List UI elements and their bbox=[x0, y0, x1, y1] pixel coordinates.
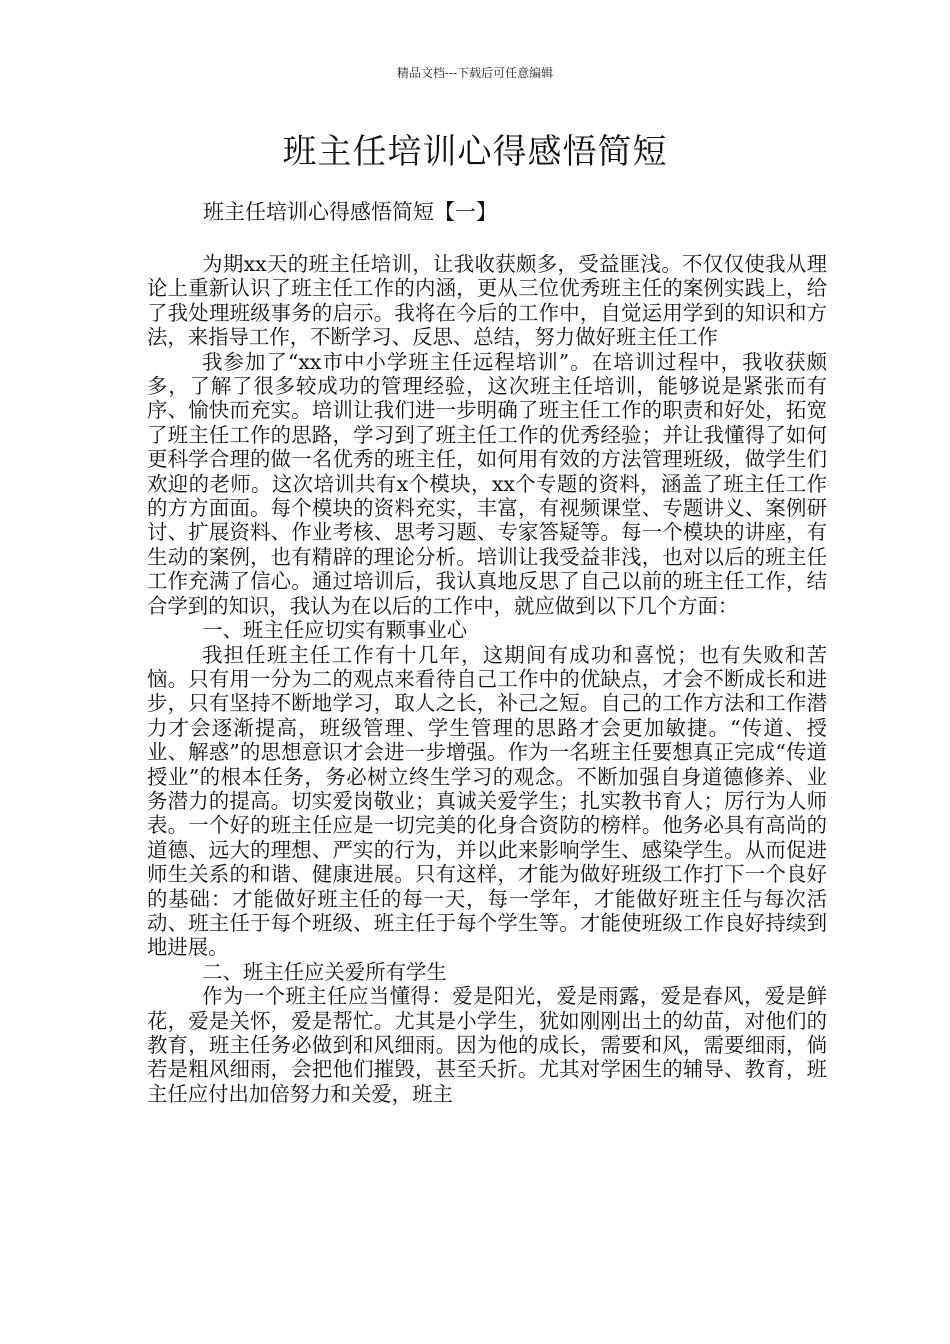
document-body bbox=[147, 252, 827, 1106]
page-header: 精品文档---下载后可任意编辑 bbox=[396, 66, 554, 80]
section-heading-1: 一、班主任应切实有颗事业心 bbox=[202, 618, 468, 643]
paragraph-intro: 为期xx天的班主任培训，让我收获颇多，受益匪浅。不仅仅使我从理论上重新认识了班主任工作的内涵，更从三位优秀班主任的案例实践上，给了我处理班级事务的启示。我将在今后的工作中，自觉运用学到的知识和方法，来指导工作，不断学习、反思、总结，努力做好班主任工作 bbox=[147, 252, 827, 350]
document-title: 班主任培训心得感悟简短 bbox=[282, 132, 668, 172]
section-heading-2: 二、班主任应关爱所有学生 bbox=[202, 959, 447, 984]
paragraph-training-overview: 我参加了“xx市中小学班主任远程培训”。在培训过程中，我收获颇多，了解了很多较成功的管理经验，这次班主任培训，能够说是紧张而有序、愉快而充实。培训让我们进一步明确了班主任工作的职责和好处，拓宽了班主任工作的思路，学习到了班主任工作的优秀经验；并让我懂得了如何更科学合理的做一名优秀的班主任，如何用有效的方法管理班级，做学生们欢迎的老师。这次培训共有x个模块，xx个专题的资料，涵盖了班主任工作的方方面面。每个模块的资料充实，丰富，有视频课堂、专题讲义、案例研讨、扩展资料、作业考核、思考习题、专家答疑等。每一个模块的讲座，有生动的案例，也有精辟的理论分析。培训让我受益非浅，也对以后的班主任工作充满了信心。通过培训后，我认真地反思了自己以前的班主任工作，结合学到的知识，我认为在以后的工作中，就应做到以下几个方面： bbox=[147, 349, 827, 618]
paragraph-career-dedication: 我担任班主任工作有十几年，这期间有成功和喜悦；也有失败和苦恼。只有用一分为二的观点来看待自己工作中的优缺点，才会不断成长和进步，只有坚持不断地学习，取人之长，补己之短。自己的工作方法和工作潜力才会逐渐提高，班级管理、学生管理的思路才会更加敏捷。“传道、授业、解惑”的思想意识才会进一步增强。作为一名班主任要想真正完成“传道授业”的根本任务，务必树立终生学习的观念。不断加强自身道德修养、业务潜力的提高。切实爱岗敬业；真诚关爱学生；扎实教书育人；厉行为人师表。一个好的班主任应是一切完美的化身合资防的榜样。他务必具有高尚的道德、远大的理想、严实的行为，并以此来影响学生、感染学生。从而促进师生关系的和谐、健康进展。只有这样，才能为做好班级工作打下一个良好的基础：才能做好班主任的每一天，每一学年，才能做好班主任与每次活动、班主任于每个班级、班主任于每个学生等。才能使班级工作良好持续到地进展。 bbox=[147, 642, 827, 960]
paragraph-care-for-students: 作为一个班主任应当懂得：爱是阳光，爱是雨露，爱是春风，爱是鲜花，爱是关怀，爱是帮忙。尤其是小学生，犹如刚刚出土的幼苗，对他们的教育，班主任务必做到和风细雨。因为他的成长，需要和风，需要细雨，倘若是粗风细雨，会把他们摧毁，甚至夭折。尤其对学困生的辅导、教育，班主任应付出加倍努力和关爱，班主 bbox=[147, 984, 827, 1106]
section-subtitle: 班主任培训心得感悟简短【一】 bbox=[203, 200, 497, 224]
